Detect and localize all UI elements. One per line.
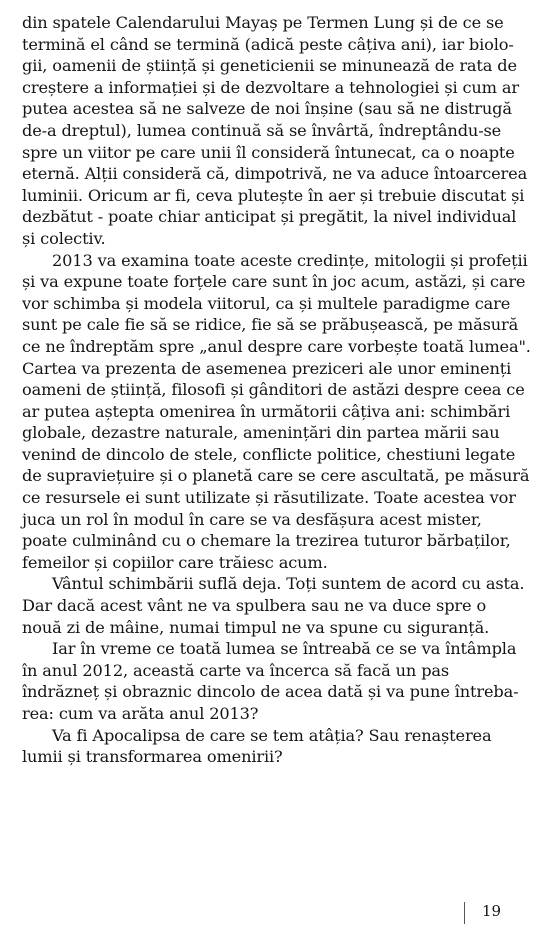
body-text (22, 12, 531, 768)
text-line: și colectiv. (22, 228, 106, 248)
text-line: vor schimba și modela viitorul, ca și multele paradigme care (22, 293, 511, 313)
text-line: de supraviețuire și o planetă care se cere ascultată, pe măsură (22, 466, 530, 486)
text-line: ce resursele ei sunt utilizate și răsutilizate. Toate acestea vor (22, 488, 516, 508)
text-line: oameni de știință, filosofi și gânditori de astăzi despre ceea ce (22, 380, 525, 400)
text-line: juca un rol în modul în care se va desfășura acest mister, (22, 509, 482, 529)
text-line: putea acestea să ne salveze de noi înșine (sau să ne distrugă (22, 99, 512, 119)
text-line: rea: cum va arăta anul 2013? (22, 704, 259, 723)
text-line: dezbătut - poate chiar anticipat și pregătit, la nivel individual (22, 207, 517, 227)
text-line: creștere a informației și de dezvoltare a tehnologiei și cum ar (22, 77, 519, 97)
text-line: ce ne îndreptăm spre „anul despre care vorbește toată lumea". (22, 336, 531, 356)
text-line: gii, oamenii de știință și geneticienii se minunează de rata de (22, 56, 517, 76)
paragraph-start-line: Va fi Apocalipsa de care se tem atâția? Sau renașterea (52, 725, 492, 745)
text-line: din spatele Calendarului Mayaș pe Termen Lung și de ce se (22, 13, 504, 32)
text-line: în anul 2012, această carte va încerca să facă un pas (22, 660, 450, 680)
text-line: nouă zi de mâine, numai timpul ne va spune cu siguranță. (22, 617, 490, 637)
page-number-divider (464, 902, 465, 924)
text-line: ar putea aștepta omenirea în următorii câțiva ani: schimbări (22, 401, 511, 421)
text-line: termină el când se termină (adică peste câțiva ani), iar biolo- (22, 34, 514, 54)
text-line: globale, dezastre naturale, amenințări din partea mării sau (22, 423, 500, 443)
paragraph-start-line: Vântul schimbării suflă deja. Toți suntem de acord cu asta. (52, 574, 525, 594)
text-line: Cartea va prezenta de asemenea preziceri ale unor eminenți (22, 358, 512, 378)
page-number: 19 (482, 902, 502, 920)
text-line: sunt pe cale fie să se ridice, fie să se prăbușească, pe măsură (22, 315, 519, 335)
text-line: de-a dreptul), lumea continuă să se învârtă, îndreptându-se (22, 120, 502, 140)
text-line: îndrăzneț și obraznic dincolo de acea dată și va pune întreba- (22, 682, 519, 702)
text-line: spre un viitor pe care unii îl consideră întunecat, ca o noapte (22, 142, 515, 162)
text-line: femeilor și copiilor care trăiesc acum. (22, 552, 328, 572)
paragraph-start-line: Iar în vreme ce toată lumea se întreabă ce se va întâmpla (52, 639, 517, 659)
text-line: venind de dincolo de stele, conflicte politice, chestiuni legate (22, 444, 516, 464)
text-line: poate culminând cu o chemare la trezirea tuturor bărbaților, (22, 531, 511, 551)
text-line: eternă. Alții consideră că, dimpotrivă, ne va aduce întoarcerea (22, 164, 528, 184)
text-line: Dar dacă acest vânt ne va spulbera sau ne va duce spre o (22, 596, 487, 616)
text-line: și va expune toate forțele care sunt în joc acum, astăzi, și care (22, 272, 526, 292)
paragraph-start-line: 2013 va examina toate aceste credințe, mitologii și profeții (52, 250, 528, 270)
text-line: luminii. Oricum ar fi, ceva plutește în aer și trebuie discutat și (22, 185, 525, 205)
text-line: lumii și transformarea omenirii? (22, 747, 283, 767)
